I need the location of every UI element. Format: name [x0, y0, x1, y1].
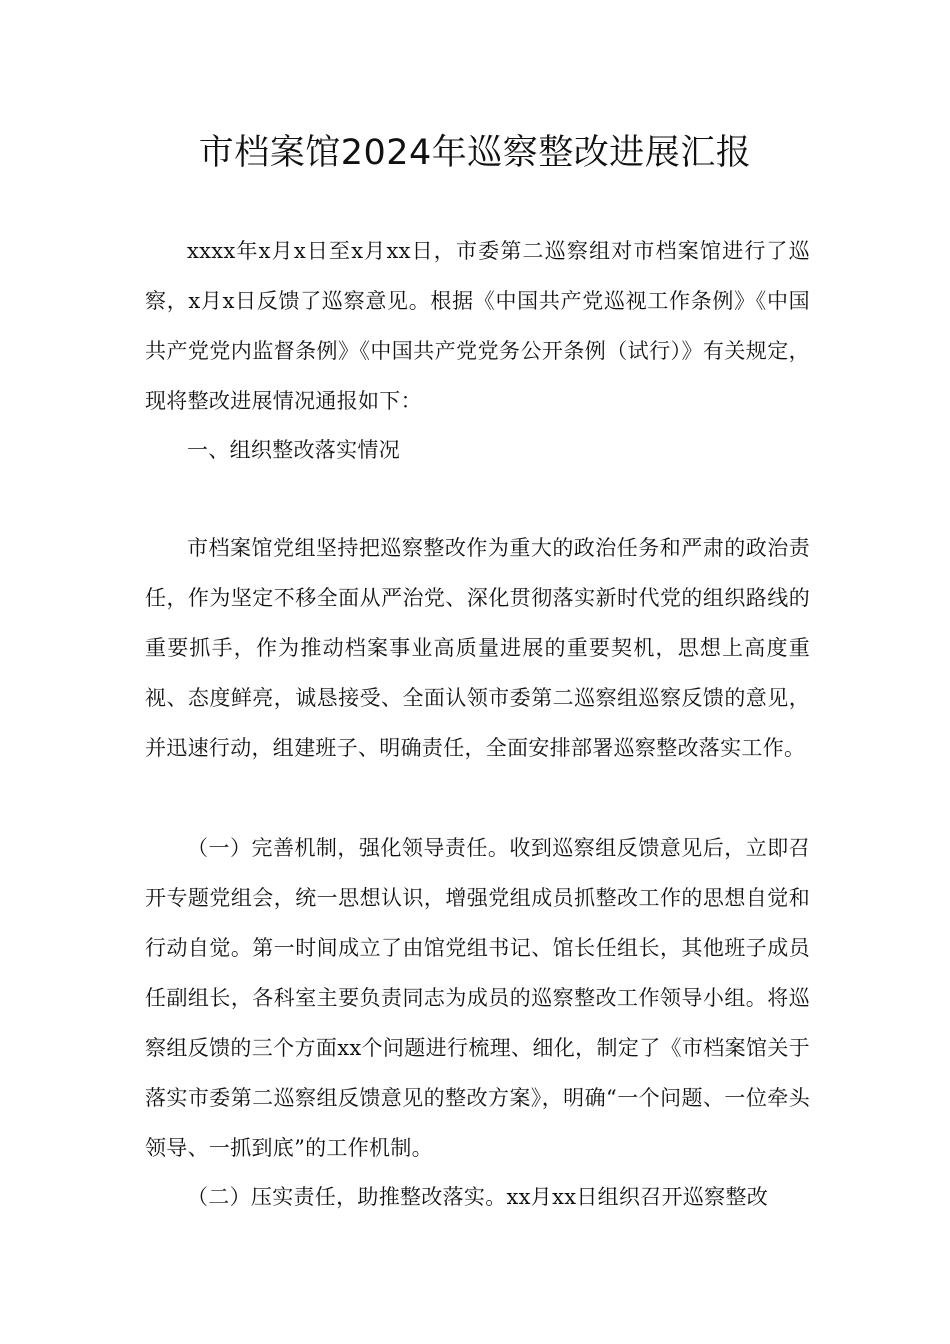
subsection-paragraph-1: （一）完善机制，强化领导责任。收到巡察组反馈意见后，立即召开专题党组会，统一思想认识，增强党组成员抓整改工作的思想自觉和行动自觉。第一时间成立了由馆党组书记、馆长任组长，其他班子成员任副组长，各科室主要负责同志为成员的巡察整改工作领导小组。将巡察组反馈的三个方面xx个问题进行梳理、细化，制定了《市档案馆关于落实市委第二巡察组反馈意见的整改方案》，明确“一个问题、一位牵头领导、一抓到底”的工作机制。: [145, 836, 810, 1160]
section-body-paragraph: 市档案馆党组坚持把巡察整改作为重大的政治任务和严肃的政治责任，作为坚定不移全面从严治党、深化贯彻落实新时代党的组织路线的重要抓手，作为推动档案事业高质量进展的重要契机，思想上高度重视、态度鲜亮，诚恳接受、全面认领市委第二巡察组巡察反馈的意见，并迅速行动，组建班子、明确责任，全面安排部署巡察整改落实工作。: [145, 536, 810, 760]
document-title: 市档案馆2024年巡察整改进展汇报: [198, 133, 752, 173]
subsection-paragraph-2: （二）压实责任，助推整改落实。xx月xx日组织召开巡察整改: [187, 1185, 769, 1209]
section-heading: 一、组织整改落实情况: [187, 438, 400, 462]
intro-paragraph: xxxx年x月x日至x月xx日，市委第二巡察组对市档案馆进行了巡察，x月x日反馈了巡察意见。根据《中国共产党巡视工作条例》《中国共产党党内监督条例》《中国共产党党务公开条例（试行）》有关规定，现将整改进展情况通报如下：: [145, 239, 810, 413]
